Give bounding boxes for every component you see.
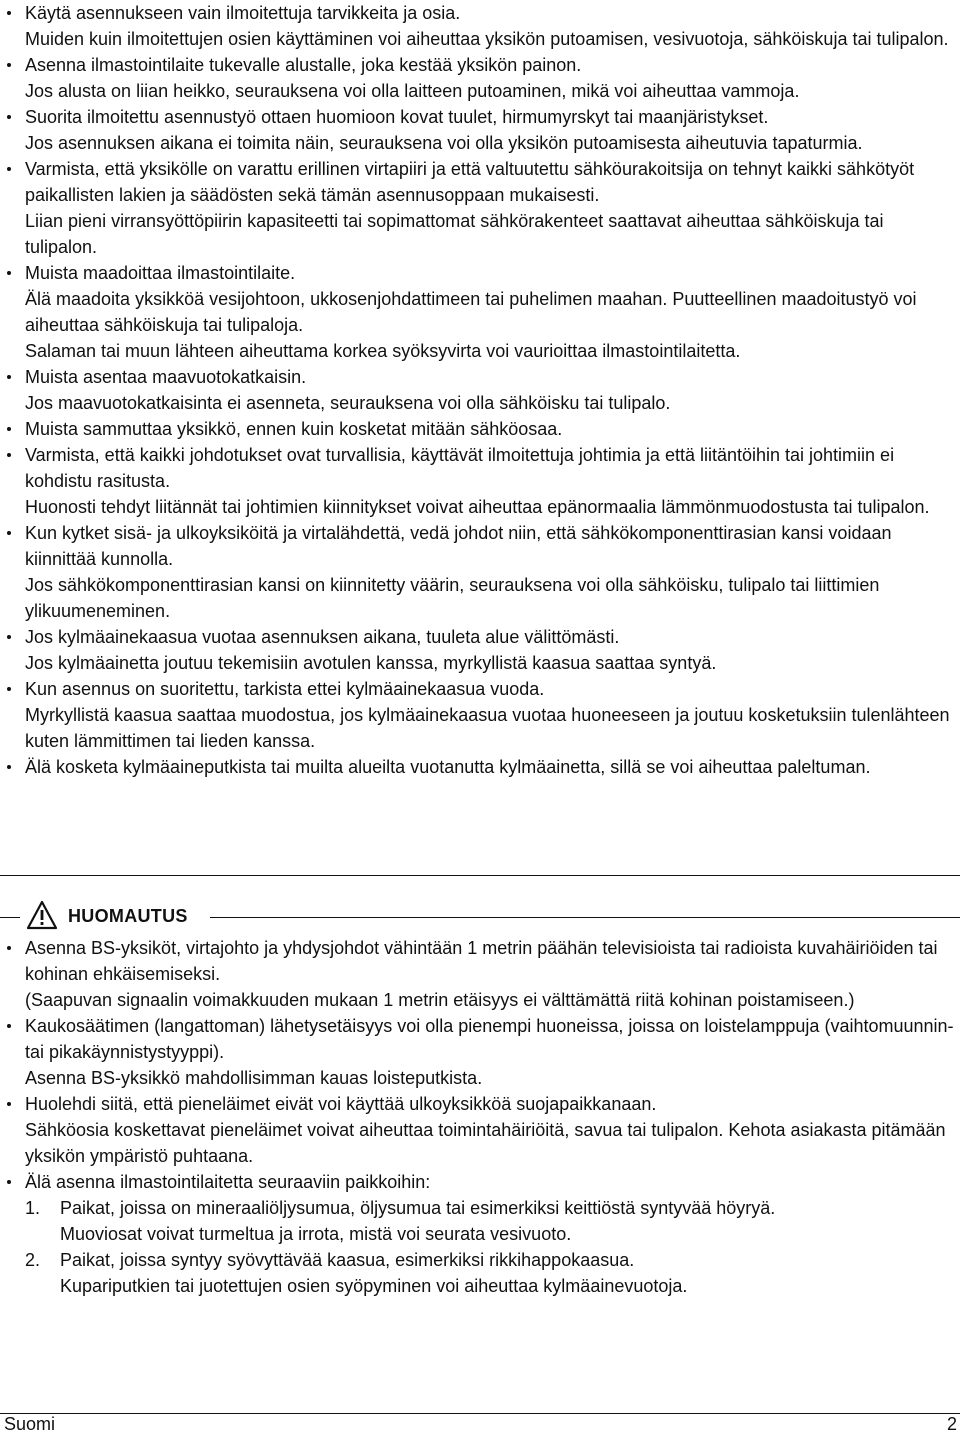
- item-text: Kun kytket sisä- ja ulkoyksiköitä ja virtalähdettä, vedä johdot niin, että sähkökomponenttirasian kansi voidaan kiinnittää kunnolla.: [25, 523, 892, 569]
- bullet-icon: [7, 531, 11, 535]
- caution-item: [0, 935, 960, 1013]
- header-rule-right: [210, 917, 960, 918]
- warning-item: [0, 104, 960, 156]
- item-detail-text: Jos kylmäainetta joutuu tekemisiin avotulen kanssa, myrkyllistä kaasua saattaa syntyä.: [25, 653, 717, 673]
- item-detail-text: Liian pieni virransyöttöpiirin kapasiteetti tai sopimattomat sähkörakenteet saattavat aiheuttaa sähköiskuja tai tulipalon.: [25, 211, 884, 257]
- caution-item: [0, 1013, 960, 1091]
- bullet-icon: [7, 453, 11, 457]
- item-text: Muista sammuttaa yksikkö, ennen kuin kosketat mitään sähköosaa.: [25, 419, 563, 439]
- caution-item: [0, 1169, 960, 1195]
- item-text: Paikat, joissa on mineraaliöljysumua, öljysumua tai esimerkiksi keittiöstä syntyvää höyryä.: [60, 1198, 776, 1218]
- item-detail-text: Kupariputkien tai juotettujen osien syöpyminen voi aiheuttaa kylmäainevuotoja.: [60, 1276, 688, 1296]
- item-text: Käytä asennukseen vain ilmoitettuja tarvikkeita ja osia.: [25, 3, 461, 23]
- item-text: Paikat, joissa syntyy syövyttävää kaasua, esimerkiksi rikkihappokaasua.: [60, 1250, 635, 1270]
- item-detail-text: Asenna BS-yksikkö mahdollisimman kauas loisteputkista.: [25, 1068, 483, 1088]
- footer-language: Suomi: [4, 1414, 56, 1434]
- numbered-item: [0, 1247, 960, 1299]
- warning-item: [0, 754, 960, 780]
- bullet-icon: [7, 635, 11, 639]
- caution-section: [0, 935, 960, 1299]
- item-text: Varmista, että yksikölle on varattu erillinen virtapiiri ja että valtuutettu sähköurakoitsija on tehnyt kaikki sähkötyöt paikallisten lakien ja säädösten sekä tämän asennusoppaan mukaisesti.: [25, 159, 915, 205]
- bullet-icon: [7, 115, 11, 119]
- bullet-icon: [7, 1102, 11, 1106]
- warning-item: [0, 0, 960, 52]
- header-rule-left: [0, 917, 20, 918]
- bullet-icon: [7, 687, 11, 691]
- warning-item: [0, 624, 960, 676]
- item-text: Huolehdi siitä, että pieneläimet eivät voi käyttää ulkoyksikköä suojapaikkanaan.: [25, 1094, 657, 1114]
- item-text: Asenna BS-yksiköt, virtajohto ja yhdysjohdot vähintään 1 metrin päähän televisioista tai radioista kuvahäiriöiden tai kohinan ehkäisemiseksi.: [25, 938, 938, 984]
- warning-item: [0, 442, 960, 520]
- item-text: Älä asenna ilmastointilaitetta seuraaviin paikkoihin:: [25, 1172, 431, 1192]
- item-detail-text: Jos alusta on liian heikko, seurauksena voi olla laitteen putoaminen, mikä voi aiheuttaa vammoja.: [25, 81, 800, 101]
- bullet-icon: [7, 1180, 11, 1184]
- item-detail-text: Jos sähkökomponenttirasian kansi on kiinnitetty väärin, seurauksena voi olla sähköisku, tulipalo tai liittimien ylikuumeneminen.: [25, 575, 880, 621]
- item-text: Varmista, että kaikki johdotukset ovat turvallisia, käyttävät ilmoitettuja johtimia ja että liitäntöihin tai johtimiin ei kohdistu rasitusta.: [25, 445, 895, 491]
- bullet-icon: [7, 63, 11, 67]
- bullet-icon: [7, 1024, 11, 1028]
- item-text: Kaukosäätimen (langattoman) lähetysetäisyys voi olla pienempi huoneissa, joissa on loistelamppuja (vaihtomuunnin- tai pikakäynnistystyyppi).: [25, 1016, 954, 1062]
- item-text: Älä kosketa kylmäaineputkista tai muilta alueilta vuotanutta kylmäainetta, sillä se voi aiheuttaa paleltuman.: [25, 757, 871, 777]
- bullet-icon: [7, 167, 11, 171]
- item-text: Suorita ilmoitettu asennustyö ottaen huomioon kovat tuulet, hirmumyrskyt tai maanjäristykset.: [25, 107, 769, 127]
- warning-item: [0, 364, 960, 416]
- item-detail-text: Huonosti tehdyt liitännät tai johtimien kiinnitykset voivat aiheuttaa epänormaalia lämmönmuodostusta tai tulipalon.: [25, 497, 930, 517]
- item-number: 1.: [25, 1198, 41, 1218]
- item-detail-text: Muoviosat voivat turmeltua ja irrota, mistä voi seurata vesivuoto.: [60, 1224, 572, 1244]
- page-number: 2: [946, 1414, 957, 1434]
- item-text: Muista asentaa maavuotokatkaisin.: [25, 367, 307, 387]
- footer-rule: [0, 1413, 960, 1414]
- caution-list: [0, 935, 960, 1195]
- item-detail-text: Jos maavuotokatkaisinta ei asenneta, seurauksena voi olla sähköisku tai tulipalo.: [25, 393, 671, 413]
- item-text: Asenna ilmastointilaite tukevalle alustalle, joka kestää yksikön painon.: [25, 55, 582, 75]
- item-text: Muista maadoittaa ilmastointilaite.: [25, 263, 296, 283]
- warning-item: [0, 52, 960, 104]
- caution-title: HUOMAUTUS: [68, 906, 188, 926]
- bullet-icon: [7, 11, 11, 15]
- caution-item: [0, 1091, 960, 1169]
- numbered-list: [0, 1195, 960, 1299]
- warning-item: [0, 520, 960, 624]
- bullet-icon: [7, 946, 11, 950]
- warning-item: [0, 676, 960, 754]
- bullet-icon: [7, 271, 11, 275]
- bullet-icon: [7, 427, 11, 431]
- bullet-icon: [7, 375, 11, 379]
- warning-triangle-icon: [26, 900, 58, 930]
- item-text: Kun asennus on suoritettu, tarkista ettei kylmäainekaasua vuoda.: [25, 679, 545, 699]
- warning-item: [0, 156, 960, 260]
- item-detail-text: Sähköosia koskettavat pieneläimet voivat aiheuttaa toimintahäiriöitä, savua tai tulipalon. Kehota asiakasta pitämään yksikön ympäristö puhtaana.: [25, 1120, 946, 1166]
- item-detail-text: (Saapuvan signaalin voimakkuuden mukaan 1 metrin etäisyys ei välttämättä riitä kohinan poistamiseen.): [25, 990, 855, 1010]
- item-detail-text: Salaman tai muun lähteen aiheuttama korkea syöksyvirta voi vaurioittaa ilmastointilaitetta.: [25, 341, 741, 361]
- item-detail-text: Älä maadoita yksikköä vesijohtoon, ukkosenjohdattimeen tai puhelimen maahan. Puutteellinen maadoitustyö voi aiheuttaa sähköiskuja tai tulipaloja.: [25, 289, 917, 335]
- item-number: 2.: [25, 1250, 41, 1270]
- caution-header: [0, 906, 960, 936]
- item-text: Jos kylmäainekaasua vuotaa asennuksen aikana, tuuleta alue välittömästi.: [25, 627, 620, 647]
- bullet-icon: [7, 765, 11, 769]
- section-divider: [0, 875, 960, 876]
- item-detail-text: Muiden kuin ilmoitettujen osien käyttäminen voi aiheuttaa yksikön putoamisen, vesivuotoja, sähköiskuja tai tulipalon.: [25, 29, 949, 49]
- item-detail-text: Myrkyllistä kaasua saattaa muodostua, jos kylmäainekaasua vuotaa huoneeseen ja joutuu kosketuksiin tulenlähteen kuten lämmittimen tai lieden kanssa.: [25, 705, 950, 751]
- warning-item: [0, 416, 960, 442]
- numbered-item: [0, 1195, 960, 1247]
- warning-item: [0, 260, 960, 364]
- item-detail-text: Jos asennuksen aikana ei toimita näin, seurauksena voi olla yksikön putoamisesta aiheutuvia tapaturmia.: [25, 133, 863, 153]
